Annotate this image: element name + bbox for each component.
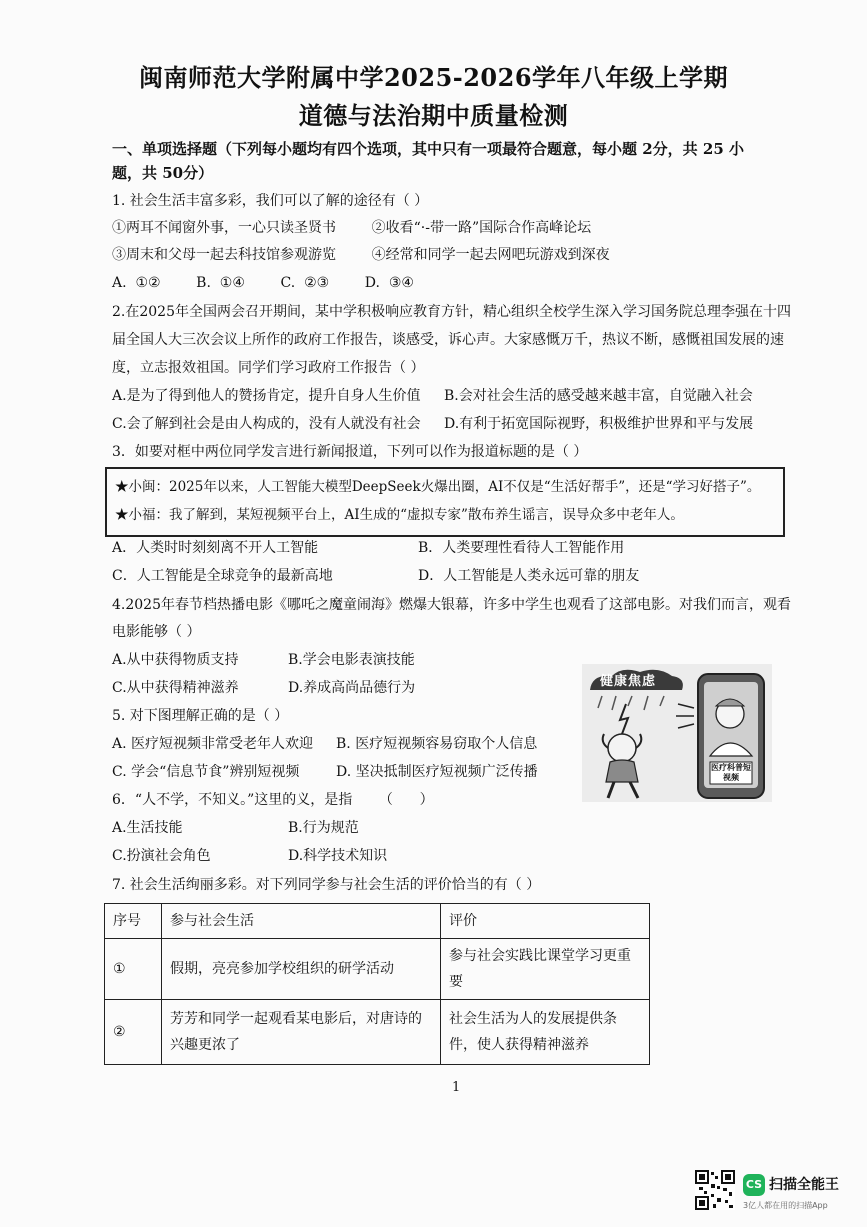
q4-option-c: C.从中获得精神滋养 [112,680,239,696]
q1-stem: 1. 社会生活丰富多彩，我们可以了解的途径有（ ） [112,193,429,209]
exam-title-line1: 闽南师范大学附属中学2025-2026学年八年级上学期 [138,63,729,92]
section-heading-cont: 题，共 50分） [112,164,214,182]
row-activity: 芳芳和同学一起观看某电影后，对唐诗的兴趣更浓了 [162,1000,441,1065]
qr-code-icon [695,1170,735,1210]
page-number: 1 [452,1080,461,1095]
q2-stem-3: 度，立志报效祖国。同学们学习政府工作报告（ ） [112,360,425,376]
table-row [105,939,650,1000]
q2-option-a: A.是为了得到他人的赞扬肯定，提升自身人生价值 [112,388,421,404]
row-evaluation: 参与社会实践比课堂学习更重要 [441,939,650,1000]
q1-statements-row2: ③周末和父母一起去科技馆参观游览 ④经常和同学一起去网吧玩游戏到深夜 [112,247,610,263]
q1-statements-row1: ①两耳不闻窗外事，一心只读圣贤书 ②收看“·-带一路”国际合作高峰论坛 [112,220,592,236]
q6-option-b: B.行为规范 [288,820,359,836]
table-row [105,1000,650,1065]
q4-stem-2: 电影能够（ ） [112,624,201,640]
q4-option-a: A.从中获得物质支持 [112,652,239,668]
q7-evaluation-table [104,903,650,1065]
header-activity: 参与社会生活 [162,904,441,939]
q3-material-box [105,467,785,537]
q2-option-c: C.会了解到社会是由人构成的，没有人就没有社会 [112,416,421,432]
exam-title-line2: 道德与法治期中质量检测 [298,101,569,130]
q6-stem: 6．“人不学，不知义。”这里的义，是指 （ ） [112,792,434,808]
header-no: 序号 [105,904,162,939]
q5-stem: 5. 对下图理解正确的是（ ） [112,708,289,724]
app-name: 扫描全能王 [769,1177,839,1193]
header-evaluation: 评价 [441,904,650,939]
row-evaluation: 社会生活为人的发展提供条件，使人获得精神滋养 [441,1000,650,1065]
cartoon-banner-text: 健康焦虑 [600,674,657,689]
q4-stem-1: 4.2025年春节档热播电影《哪吒之魔童闹海》燃爆大银幕，许多中学生也观看了这部电影。对我们而言，观看 [112,597,791,613]
section-heading: 一、单项选择题（下列每小题均有四个选项，其中只有一项最符合题意，每小题 2分，共 25 小 [112,140,744,158]
row-activity: 假期，亮亮参加学校组织的研学活动 [162,939,441,1000]
health-anxiety-cartoon [582,664,772,802]
table-header-row [105,904,650,939]
q6-option-d: D.科学技术知识 [288,848,388,864]
row-no: ② [105,1000,162,1065]
q2-option-b: B.会对社会生活的感受越来越丰富，自觉融入社会 [444,388,753,404]
q5-option-b: B. 医疗短视频容易窃取个人信息 [336,736,538,752]
q4-option-d: D.养成高尚品德行为 [288,680,416,696]
q2-stem-2: 届全国人大三次会议上所作的政府工作报告，谈感受，诉心声。大家感慨万千，热议不断，感慨祖国发展的速 [112,332,784,348]
q3-option-c: C．人工智能是全球竞争的最新高地 [112,568,333,584]
q4-option-b: B.学会电影表演技能 [288,652,415,668]
q5-option-c: C. 学会“信息节食”辨别短视频 [112,764,300,780]
q5-option-d: D. 坚决抵制医疗短视频广泛传播 [336,764,538,780]
q2-stem-1: 2.在2025年全国两会召开期间，某中学积极响应教育方针，精心组织全校学生深入学习国务院总理李强在十四 [112,304,791,320]
row-no: ① [105,939,162,1000]
app-slogan: 3亿人都在用的扫描App [743,1201,828,1210]
q3-option-b: B．人类要理性看待人工智能作用 [418,540,625,556]
q3-option-a: A．人类时时刻刻离不开人工智能 [112,540,319,556]
q3-stem: 3．如要对框中两位同学发言进行新闻报道，下列可以作为报道标题的是（ ） [112,444,588,460]
scanner-watermark [695,1168,855,1216]
q2-option-d: D.有利于拓宽国际视野，积极维护世界和平与发展 [444,416,754,432]
q6-option-a: A.生活技能 [112,820,183,836]
q5-option-a: A. 医疗短视频非常受老年人欢迎 [112,736,314,752]
q3-box-line1: ★小闽：2025年以来，人工智能大模型DeepSeek火爆出圈，AI不仅是“生活好帮手”，还是“学习好搭子”。 [115,479,761,495]
cartoon-phone-label: 医疗科普短视频 [711,763,751,782]
q3-box-line2: ★小福：我了解到，某短视频平台上，AI生成的“虚拟专家”散布养生谣言，误导众多中老年人。 [115,507,684,523]
q7-stem: 7. 社会生活绚丽多彩。对下列同学参与社会生活的评价恰当的有（ ） [112,877,541,893]
q6-option-c: C.扮演社会角色 [112,848,211,864]
camscanner-logo: CS [743,1174,765,1196]
q1-choices: A. ①② B. ①④ C. ②③ D. ③④ [112,275,414,291]
q3-option-d: D．人工智能是人类永远可靠的朋友 [418,568,640,584]
